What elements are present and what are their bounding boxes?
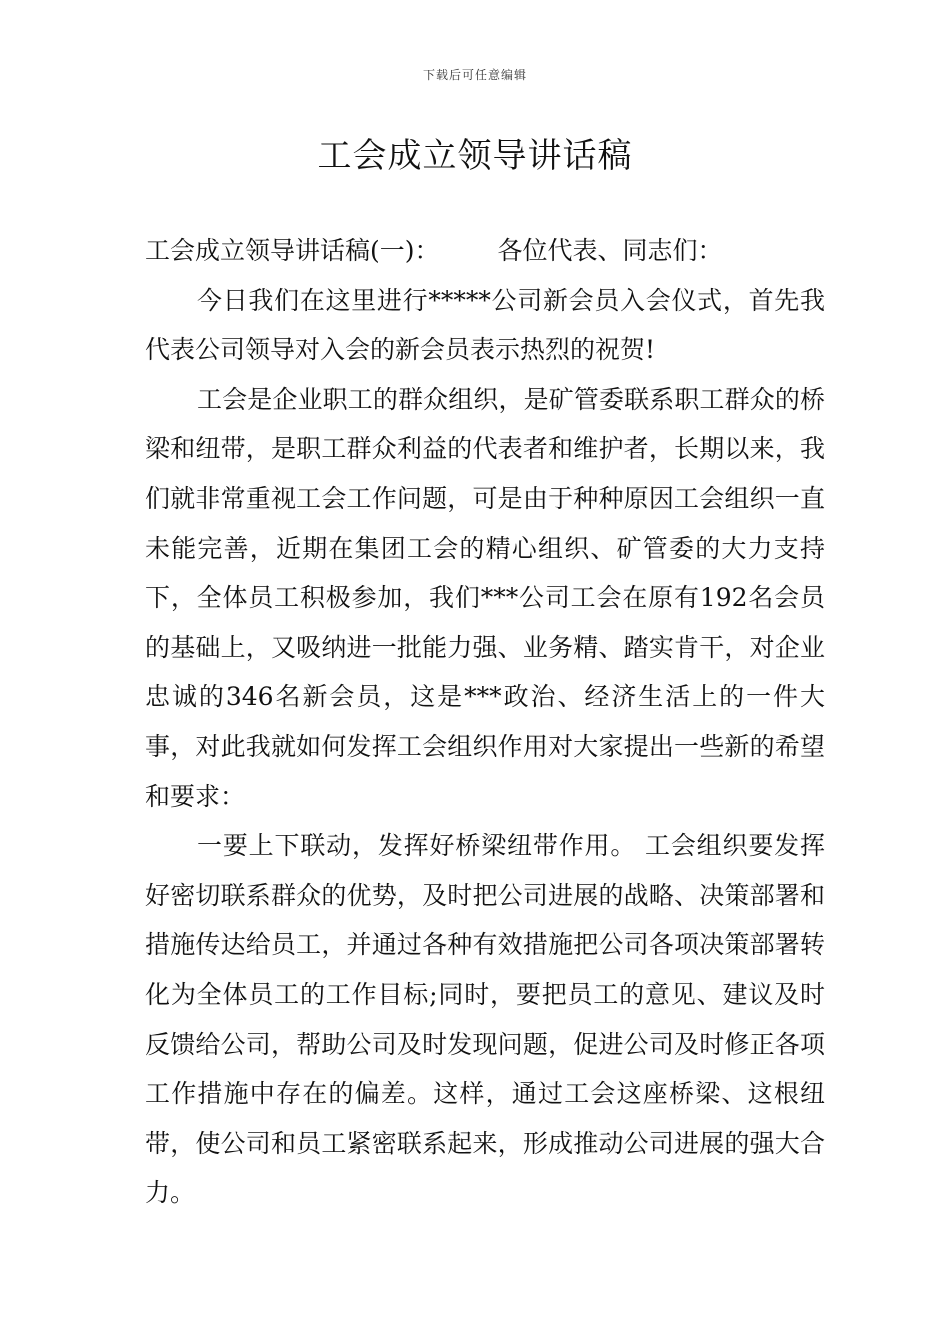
salutation: 各位代表、同志们： <box>497 236 723 265</box>
intro-line <box>145 226 825 276</box>
paragraph-opening: 今日我们在这里进行*****公司新会员入会仪式，首先我代表公司领导对入会的新会员表示热烈的祝贺! <box>145 285 825 365</box>
paragraph-requirement-one: 一要上下联动，发挥好桥梁纽带作用。 工会组织要发挥好密切联系群众的优势，及时把公司进展的战略、决策部署和措施传达给员工，并通过各种有效措施把公司各项决策部署转化为全体员工的工作目标;同时，要把员工的意见、建议及时反馈给公司，帮助公司及时发现问题，促进公司及时修正各项工作措施中存在的偏差。这样，通过工会这座桥梁、这根纽带，使公司和员工紧密联系起来，形成推动公司进展的强大合力。 <box>145 831 825 1208</box>
document-title: 工会成立领导讲话稿 <box>317 136 633 176</box>
speech-subtitle: 工会成立领导讲话稿(一)： <box>145 236 440 265</box>
document-body <box>145 226 825 1218</box>
paragraph-union-role: 工会是企业职工的群众组织，是矿管委联系职工群众的桥梁和纽带，是职工群众利益的代表者和维护者，长期以来，我们就非常重视工会工作问题，可是由于种种原因工会组织一直未能完善，近期在集团工会的精心组织、矿管委的大力支持下，全体员工积极参加，我们***公司工会在原有192名会员的基础上，又吸纳进一批能力强、业务精、踏实肯干，对企业忠诚的346名新会员，这是***政治、经济生活上的一件大事，对此我就如何发挥工会组织作用对大家提出一些新的希望和要求： <box>145 384 825 811</box>
header-note: 下载后可任意编辑 <box>422 68 527 82</box>
